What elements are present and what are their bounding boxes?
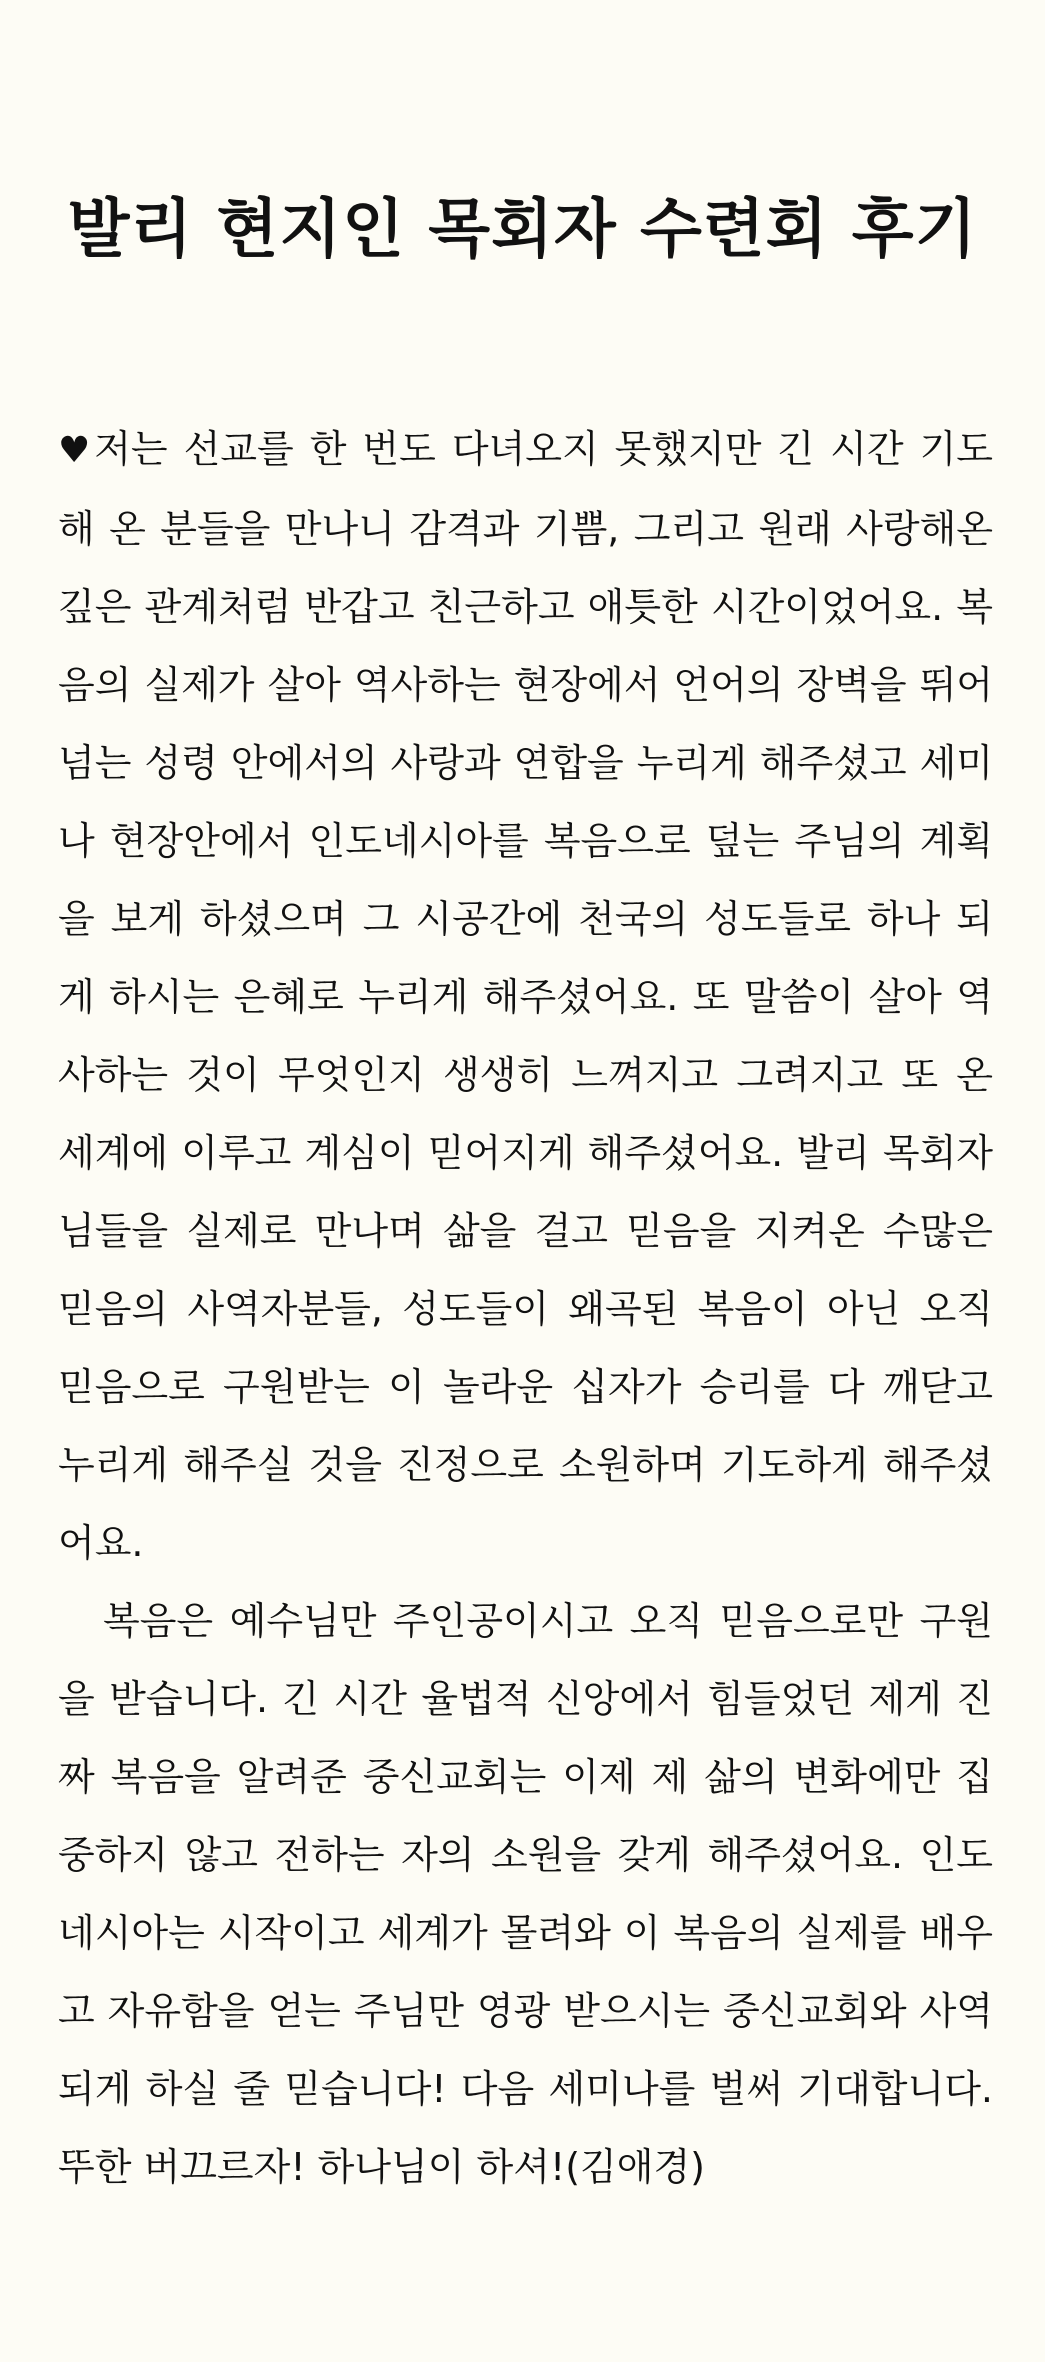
page-title: 발리 현지인 목회자 수련회 후기 [67,193,978,267]
heart-icon: ♥ [58,430,95,471]
paragraph-1 [58,410,993,1582]
paragraph-2: 복음은 예수님만 주인공이시고 오직 믿음으로만 구원을 받습니다. 긴 시간 율법적 신앙에서 힘들었던 제게 진짜 복음을 알려준 중신교회는 이제 제 삶의 변화에만 집중하지 않고 전하는 자의 소원을 갖게 해주셨어요. 인도네시아는 시작이고 세계가 몰려와 이 복음의 실제를 배우고 자유함을 얻는 주님만 영광 받으시는 중신교회와 사역되게 하실 줄 믿습니다! 다음 세미나를 벌써 기대합니다. 뚜한 버끄르자! 하나님이 하셔!(김애경) [58,1599,993,2189]
paragraph-1-text: 저는 선교를 한 번도 다녀오지 못했지만 긴 시간 기도해 온 분들을 만나니 감격과 기쁨, 그리고 원래 사랑해온 깊은 관계처럼 반갑고 친근하고 애틋한 시간이었어요. 복음의 실제가 살아 역사하는 현장에서 언어의 장벽을 뛰어넘는 성령 안에서의 사랑과 연합을 누리게 해주셨고 세미나 현장안에서 인도네시아를 복음으로 덮는 주님의 계획을 보게 하셨으며 그 시공간에 천국의 성도들로 하나 되게 하시는 은혜로 누리게 해주셨어요. 또 말씀이 살아 역사하는 것이 무엇인지 생생히 느껴지고 그려지고 또 온 세계에 이루고 계심이 믿어지게 해주셨어요. 발리 목회자님들을 실제로 만나며 삶을 걸고 믿음을 지켜온 수많은 믿음의 사역자분들, 성도들이 왜곡된 복음이 아닌 오직 믿음으로 구원받는 이 놀라운 십자가 승리를 다 깨닫고 누리게 해주실 것을 진정으로 소원하며 기도하게 해주셨어요. [58,427,993,1565]
article-body [58,410,993,2206]
